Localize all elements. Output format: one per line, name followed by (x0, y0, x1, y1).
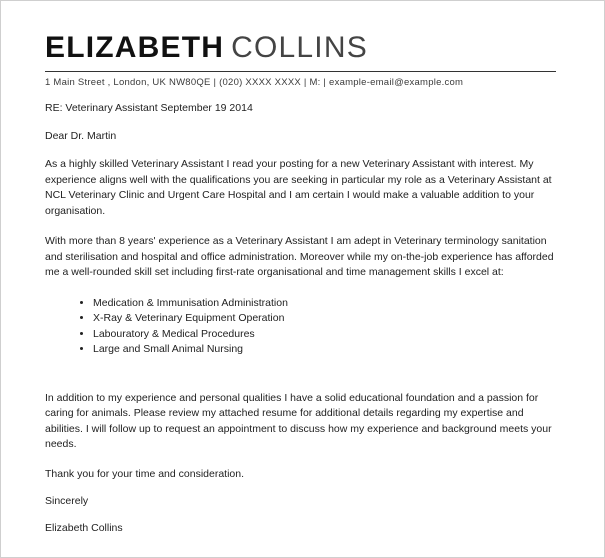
letter-content (45, 31, 560, 534)
list-item: • Large and Small Animal Nursing (93, 342, 560, 357)
skills-list (45, 296, 560, 357)
body-paragraph-1: As a highly skilled Veterinary Assistant I read your posting for a new Veterinary Assistant with interest. My experience aligns well with the qualifications you are seeking in particular my role as a Veterinary Assistant at NCL Veterinary Clinic and Urgent Care Hospital and I am certain I would make a valuable addition to your organisation. (45, 158, 552, 217)
contact-line: 1 Main Street , London, UK NW80QE | (020) XXXX XXXX | M: | example-email@example.com (45, 77, 464, 88)
body-paragraph-2: With more than 8 years' experience as a Veterinary Assistant I am adept in Veterinary terminology sanitation and sterilisation and hospital and office administration. Moreover while my on-the-job experience has afforded me a well-rounded skill set including first-rate organisational and time management skills I excel at: (45, 235, 554, 278)
list-spacer (45, 371, 560, 391)
salutation: Dear Dr. Martin (45, 130, 117, 142)
sign-off: Sincerely (45, 494, 89, 507)
subject-line: RE: Veterinary Assistant September 19 2014 (45, 102, 253, 114)
signature-name: Elizabeth Collins (45, 521, 123, 534)
closing-paragraph: In addition to my experience and personal qualities I have a solid educational foundation and a passion for caring for animals. Please review my attached resume for additional details regarding my expertise and abilities. I will follow up to request an appointment to discuss how my experience and background meets your needs. (45, 391, 552, 450)
header-divider (45, 71, 556, 72)
name-first: ELIZABETH (45, 31, 225, 64)
letterhead-name (45, 31, 560, 67)
list-item: • X-Ray & Veterinary Equipment Operation (93, 311, 560, 326)
list-item: • Labouratory & Medical Procedures (93, 327, 560, 342)
list-item: • Medication & Immunisation Administration (93, 296, 560, 311)
thanks-line: Thank you for your time and consideration. (45, 467, 245, 480)
name-last: COLLINS (231, 31, 368, 64)
letter-sheet (9, 9, 596, 549)
